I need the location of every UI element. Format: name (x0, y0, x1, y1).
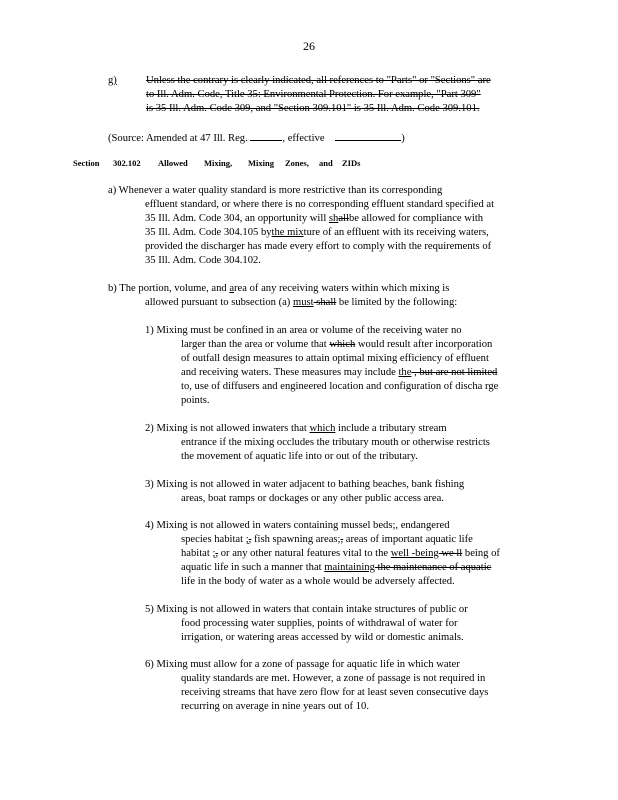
para-g-line-3: is 35 Ill. Adm. Code 309, and "Section 309.101" is 35 Ill. Adm. Code 309.101. (146, 103, 480, 114)
heading-word-6: ZIDs (342, 158, 361, 168)
heading-word-4: Zones, (285, 158, 309, 168)
register-blank (250, 130, 282, 141)
source-note (108, 130, 405, 144)
section-number: 302.102 (113, 158, 141, 168)
item-6-line-3: receiving streams that have zero flow for at least seven consecutive days (181, 687, 489, 698)
para-b-line-1: b) The portion, volume, and area of any receiving waters within which mixing is (108, 283, 450, 294)
para-g-line-2: to Ill. Adm. Code, Title 35: Environmental Protection. For example, "Part 309" (146, 89, 481, 100)
page-number: 26 (303, 39, 315, 53)
source-suffix: ) (401, 133, 405, 144)
para-a-line-4: 35 Ill. Adm. Code 304.105 bythe mixture of an effluent with its receiving waters, (145, 227, 489, 238)
item-1-line-3: of outfall design measures to attain optimal mixing efficiency of effluent (181, 353, 489, 364)
para-g-line-1: Unless the contrary is clearly indicated, all references to "Parts" or "Sections" are (146, 75, 491, 86)
heading-word-3: Mixing (248, 158, 274, 168)
item-4-line-5: life in the body of water as a whole would be adversely affected. (181, 576, 455, 587)
para-b-line-2: allowed pursuant to subsection (a) must shall be limited by the following: (145, 297, 458, 308)
para-a-line-1: a) Whenever a water quality standard is more restrictive than its corresponding (108, 185, 443, 196)
item-3-line-1: 3) Mixing is not allowed in water adjacent to bathing beaches, bank fishing (145, 479, 465, 490)
item-1-line-6: points. (181, 395, 210, 406)
item-6-line-2: quality standards are met. However, a zone of passage is not required in (181, 673, 486, 684)
item-5-line-1: 5) Mixing is not allowed in waters that contain intake structures of public or (145, 604, 468, 615)
para-a-line-5: provided the discharger has made every effort to comply with the requirements of (145, 241, 492, 252)
para-g-label: g) (108, 75, 117, 86)
item-1-line-1: 1) Mixing must be confined in an area or volume of the receiving water no (145, 325, 462, 336)
section-label: Section (73, 158, 100, 168)
item-4-line-1: 4) Mixing is not allowed in waters containing mussel beds;, endangered (145, 520, 450, 531)
item-2-line-3: the movement of aquatic life into or out of the tributary. (181, 451, 418, 462)
item-1-line-2: larger than the area or volume that which would result after incorporation (181, 339, 493, 350)
item-6-line-4: recurring on average in nine years out of 10. (181, 701, 369, 712)
item-5-line-3: irrigation, or watering areas accessed by wild or domestic animals. (181, 632, 464, 643)
para-a-line-3: 35 Ill. Adm. Code 304, an opportunity will shallbe allowed for compliance with (145, 213, 484, 224)
para-a-line-6: 35 Ill. Adm. Code 304.102. (145, 255, 261, 266)
item-4-line-3: habitat ;, or any other natural features vital to the well -being we ll being of (181, 548, 500, 559)
effective-blank (335, 130, 401, 141)
item-1-line-4: and receiving waters. These measures may include the , but are not limited (181, 367, 498, 378)
heading-word-2: Mixing, (204, 158, 233, 168)
heading-word-5: and (319, 158, 333, 168)
source-mid: , effective (282, 133, 325, 144)
heading-word-1: Allowed (158, 158, 188, 168)
item-3-line-2: areas, boat ramps or dockages or any other public access area. (181, 493, 444, 504)
source-prefix: (Source: Amended at 47 Ill. Reg. (108, 133, 248, 144)
item-2-line-2: entrance if the mixing occludes the tributary mouth or otherwise restricts (181, 437, 490, 448)
item-4-line-4: aquatic life in such a manner that maintaining the maintenance of aquatic (181, 562, 492, 573)
item-6-line-1: 6) Mixing must allow for a zone of passage for aquatic life in which water (145, 659, 460, 670)
item-2-line-1: 2) Mixing is not allowed inwaters that which include a tributary stream (145, 423, 447, 434)
item-1-line-5: to, use of diffusers and engineered location and configuration of discha rge (181, 381, 499, 392)
para-a-line-2: effluent standard, or where there is no corresponding effluent standard specified at (145, 199, 495, 210)
item-4-line-2: species habitat ;, fish spawning areas;, areas of important aquatic life (181, 534, 473, 545)
item-5-line-2: food processing water supplies, points of withdrawal of water for (181, 618, 458, 629)
